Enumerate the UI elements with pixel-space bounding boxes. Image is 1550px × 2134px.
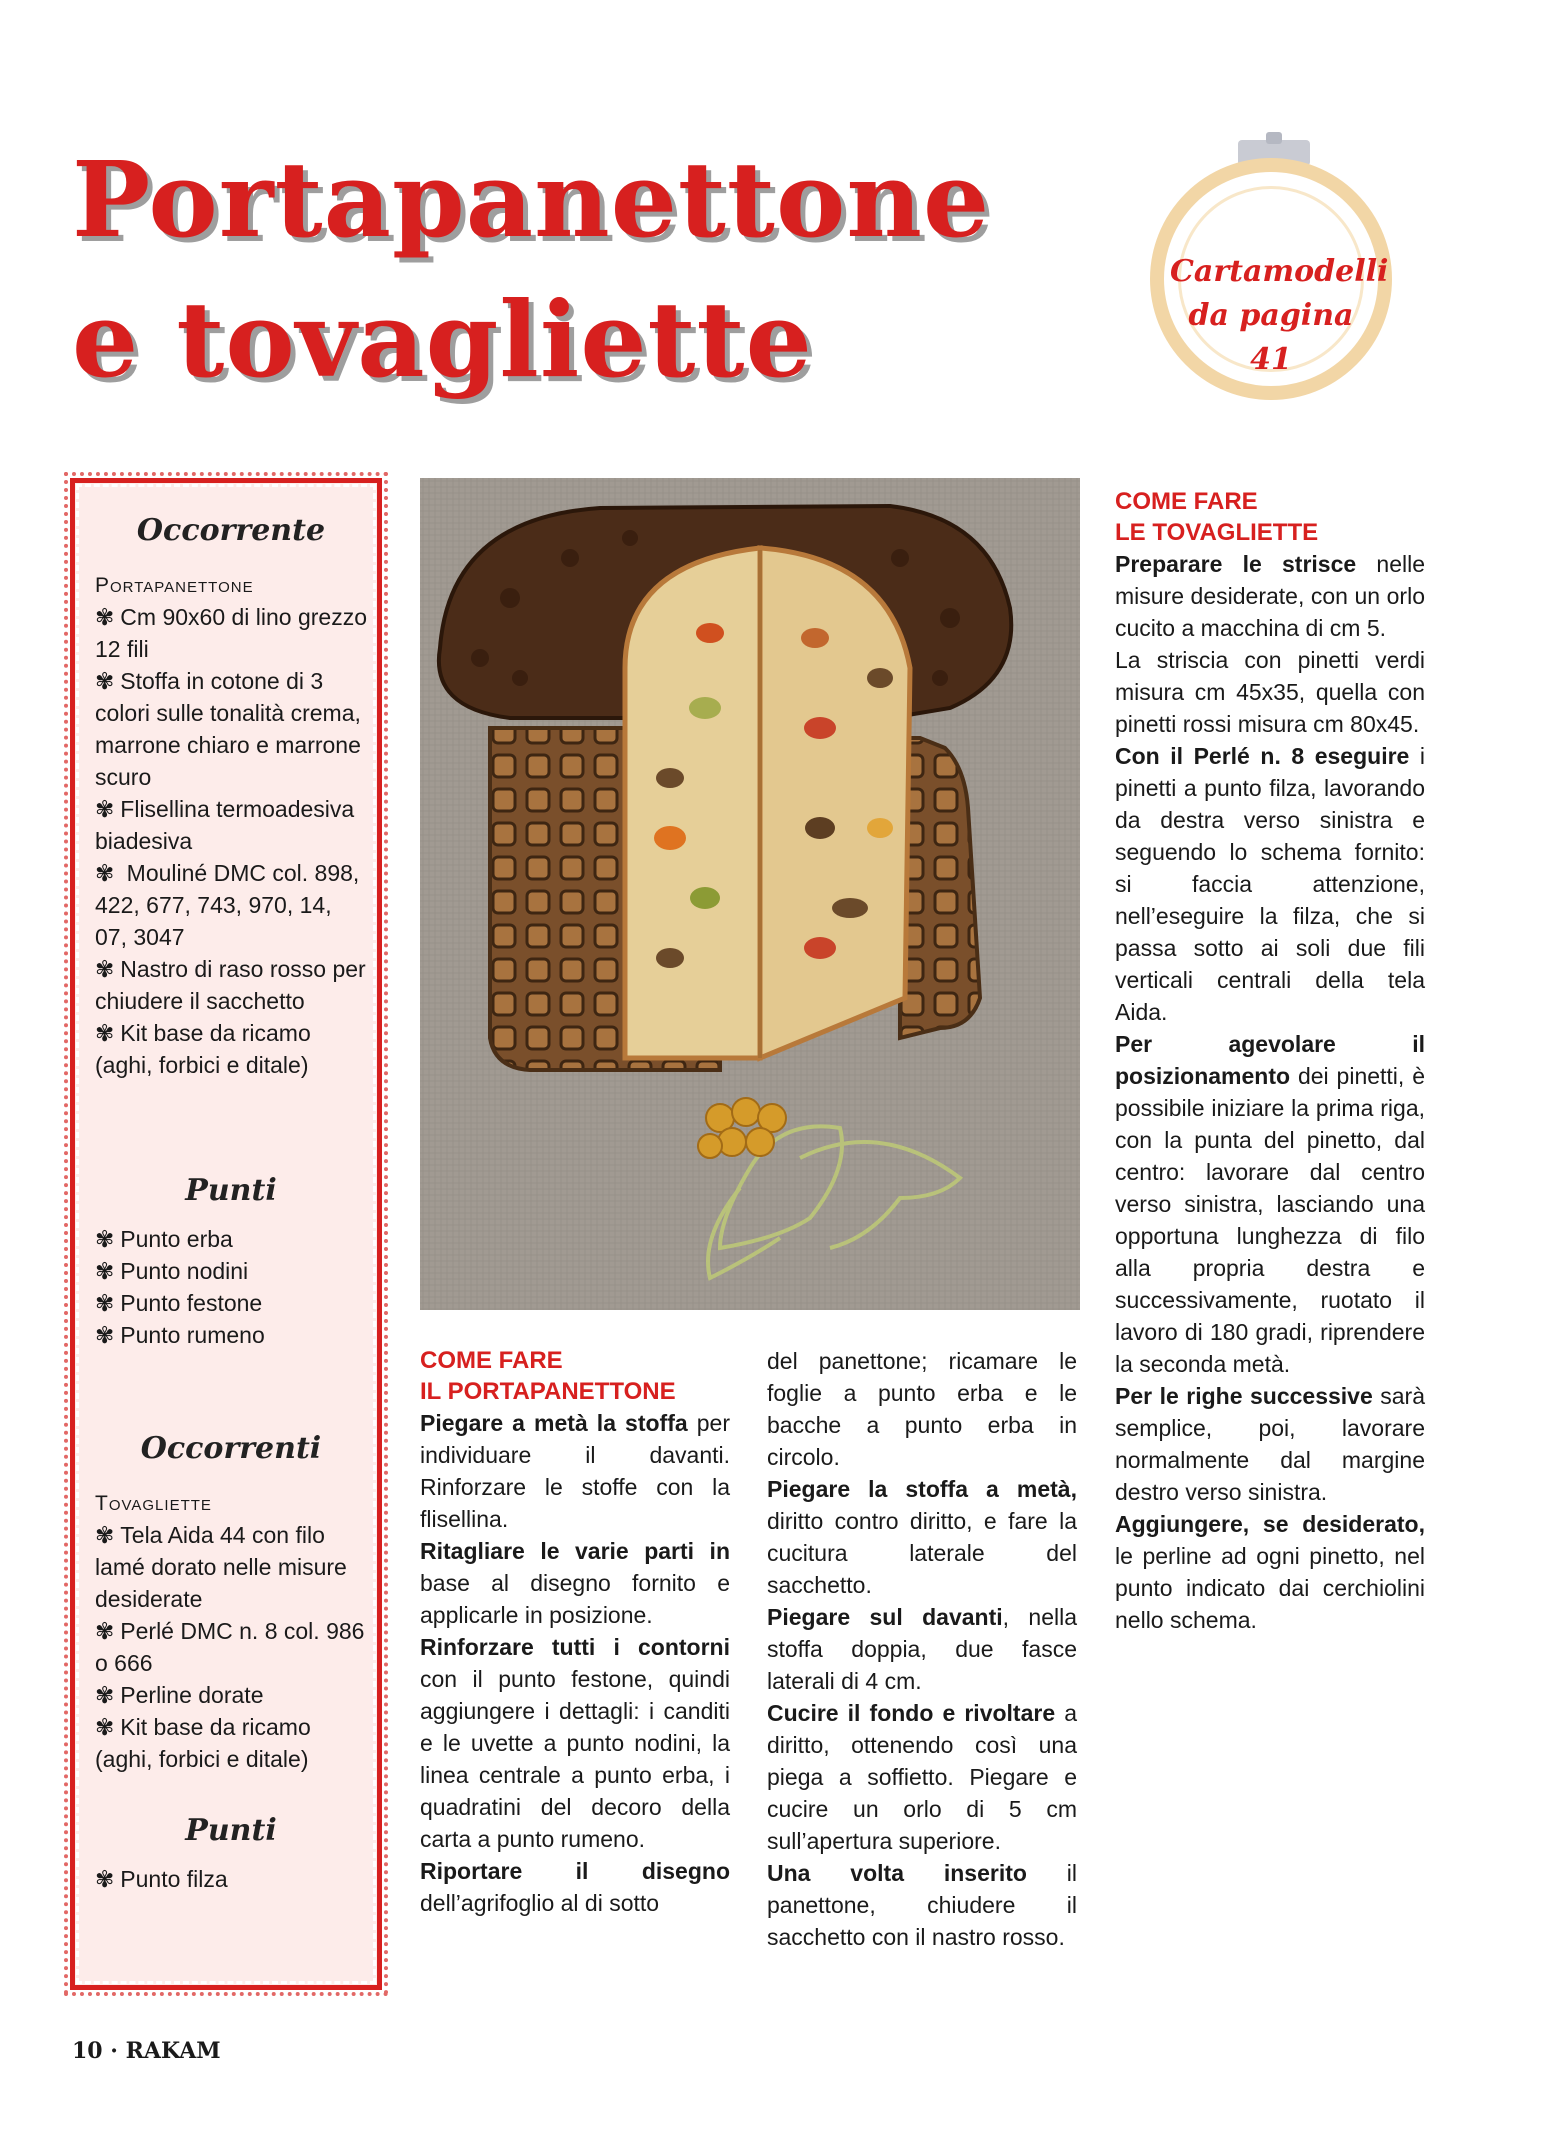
magazine-name: RAKAM — [125, 2038, 221, 2064]
title-line-1: Portapanettone — [72, 138, 991, 261]
bold-lead: Piegare sul davanti — [767, 1604, 1003, 1630]
heading-line-2: LE TOVAGLIETTE — [1115, 519, 1319, 546]
list-item: ✾ Kit base da ricamo (aghi, forbici e ditale) — [95, 1711, 367, 1775]
title-line-2: e tovagliette — [72, 278, 813, 401]
list-item: ✾ Punto filza — [95, 1863, 367, 1895]
paragraph-text: dell’agrifoglio al di sotto — [420, 1890, 660, 1916]
paragraph — [420, 1855, 730, 1919]
list-item: ✾ Punto erba — [95, 1223, 367, 1255]
section-heading — [420, 1345, 730, 1407]
paragraph — [1115, 644, 1425, 740]
badge-line-2: da pagina 41 — [1188, 298, 1354, 377]
paragraph-text: il panettone, chiudere il sacchetto con il nastro rosso. — [767, 1860, 1077, 1950]
paragraph — [1115, 548, 1425, 644]
section-heading — [1115, 486, 1425, 548]
bold-lead: Piegare a metà la stoffa — [420, 1410, 688, 1436]
bold-lead: Preparare le strisce — [1115, 551, 1357, 577]
bold-lead: Con il Perlé n. 8 eseguire — [1115, 743, 1410, 769]
footer-separator: · — [110, 2038, 118, 2064]
list-item: ✾ Flisellina termoadesiva biadesiva — [95, 793, 367, 857]
portapanettone-instructions-cont — [767, 1345, 1077, 1953]
bold-lead: Una volta inserito — [767, 1860, 1027, 1886]
bold-lead: Per le righe successive — [1115, 1383, 1373, 1409]
paragraph-text: sarà semplice, poi, lavorare normalmente dal margine destro verso sinistra. — [1115, 1383, 1426, 1505]
badge-text — [1170, 250, 1389, 382]
paragraph — [767, 1697, 1077, 1857]
paragraph-text: , nella stoffa doppia, due fasce laterali di 4 cm. — [767, 1604, 1078, 1694]
materials-sidebar — [70, 478, 382, 1990]
paragraph — [767, 1857, 1077, 1953]
paragraph-text: nelle misure desiderate, con un orlo cucito a macchina di cm 5. — [1115, 551, 1425, 641]
list-item: ✾ Perline dorate — [95, 1679, 367, 1711]
paragraph — [767, 1601, 1077, 1697]
paragraph — [767, 1345, 1077, 1473]
paragraph-text: a diritto, ottenendo così una piega a soffietto. Piegare e cucire un orlo di 5 cm sull’apertura superiore. — [767, 1700, 1078, 1854]
paragraph — [420, 1535, 730, 1631]
list-item: ✾ Nastro di raso rosso per chiudere il sacchetto — [95, 953, 367, 1017]
list-item: ✾ Punto nodini — [95, 1255, 367, 1287]
paragraph — [1115, 1380, 1425, 1508]
occorrenti-title: Occorrenti — [140, 1431, 322, 1466]
bold-lead: Ritagliare le varie parti in — [420, 1538, 730, 1564]
bold-lead: Per agevolare il posizionamento — [1115, 1031, 1425, 1089]
paragraph-text: per individuare il davanti. Rinforzare le stoffe con la flisellina. — [420, 1410, 730, 1532]
paragraph-text: diritto contro diritto, e fare la cucitura laterale del sacchetto. — [767, 1508, 1077, 1598]
portapanettone-heading: Portapanettone — [95, 574, 254, 597]
paragraph — [767, 1473, 1077, 1601]
punti-title-1: Punti — [185, 1173, 277, 1208]
list-item: ✾ Stoffa in cotone di 3 colori sulle tonalità crema, marrone chiaro e marrone scuro — [95, 665, 367, 793]
paragraph-text: dei pinetti, è possibile iniziare la prima riga, con la punta del pinetto, dal centro: lavorare dal centro verso sinistra, lasciando una opportuna lunghezza di filo alla propria destra e successivamente, ruotato il lavoro di 180 gradi, riprendere la seconda metà. — [1115, 1063, 1425, 1377]
paragraph-text: del panettone; ricamare le foglie a punto erba e le bacche a punto erba in circolo. — [767, 1348, 1077, 1470]
paragraph — [420, 1407, 730, 1535]
paragraph — [1115, 1508, 1425, 1636]
paragraph — [1115, 740, 1425, 1028]
punti-list-2 — [95, 1863, 367, 1895]
paragraph — [420, 1631, 730, 1855]
portapanettone-list — [95, 571, 367, 1081]
list-item: ✾ Cm 90x60 di lino grezzo 12 fili — [95, 601, 367, 665]
bold-lead: Piegare la stoffa a metà, — [767, 1476, 1077, 1502]
heading-line-1: COME FARE — [1115, 488, 1258, 515]
list-item: ✾ Perlé DMC n. 8 col. 986 o 666 — [95, 1615, 367, 1679]
heading-line-1: COME FARE — [420, 1347, 563, 1374]
punti-list-1 — [95, 1223, 367, 1351]
page-title — [72, 130, 990, 410]
list-item: ✾ Punto rumeno — [95, 1319, 367, 1351]
page-number: 10 — [72, 2038, 103, 2064]
list-item: ✾ Tela Aida 44 con filo lamé dorato nelle misure desiderate — [95, 1519, 367, 1615]
paragraph — [1115, 1028, 1425, 1380]
list-item: ✾ Mouliné DMC col. 898, 422, 677, 743, 970, 14, 07, 3047 — [95, 857, 367, 953]
list-item: ✾ Kit base da ricamo (aghi, forbici e ditale) — [95, 1017, 367, 1081]
bold-lead: Rinforzare tutti i contorni — [420, 1634, 730, 1660]
badge-line-1: Cartamodelli — [1170, 254, 1389, 289]
bold-lead: Aggiungere, se desiderato, — [1115, 1511, 1425, 1537]
bold-lead: Cucire il fondo e rivoltare — [767, 1700, 1056, 1726]
occorrente-title: Occorrente — [136, 513, 326, 548]
heading-line-2: IL PORTAPANETTONE — [420, 1378, 676, 1405]
paragraph-text: base al disegno fornito e applicarle in posizione. — [420, 1570, 730, 1628]
paragraph-text: con il punto festone, quindi aggiungere i dettagli: i canditi e le uvette a punto nodini, la linea centrale a punto erba, i quadratini del decoro della carta a punto rumeno. — [420, 1666, 730, 1852]
paragraph-text: La striscia con pinetti verdi misura cm 45x35, quella con pinetti rossi misura cm 80x45. — [1115, 647, 1425, 737]
punti-title-2: Punti — [185, 1813, 277, 1848]
tovagliette-list — [95, 1489, 367, 1775]
tovagliette-heading: Tovagliette — [95, 1492, 212, 1515]
paragraph-text: i pinetti a punto filza, lavorando da destra verso sinistra e seguendo lo schema fornito: si faccia attenzione, nell’eseguire la filza, che si passa sotto ai soli due fili verticali centrali della tela Aida. — [1115, 743, 1426, 1025]
page-footer — [72, 2038, 221, 2064]
paragraph-text: le perline ad ogni pinetto, nel punto indicato dai cerchiolini nello schema. — [1115, 1543, 1425, 1633]
panettone-embroidery-photo — [420, 478, 1080, 1310]
list-item: ✾ Punto festone — [95, 1287, 367, 1319]
bold-lead: Riportare il disegno — [420, 1858, 730, 1884]
tovagliette-instructions — [1115, 486, 1425, 1636]
portapanettone-instructions — [420, 1345, 730, 1919]
